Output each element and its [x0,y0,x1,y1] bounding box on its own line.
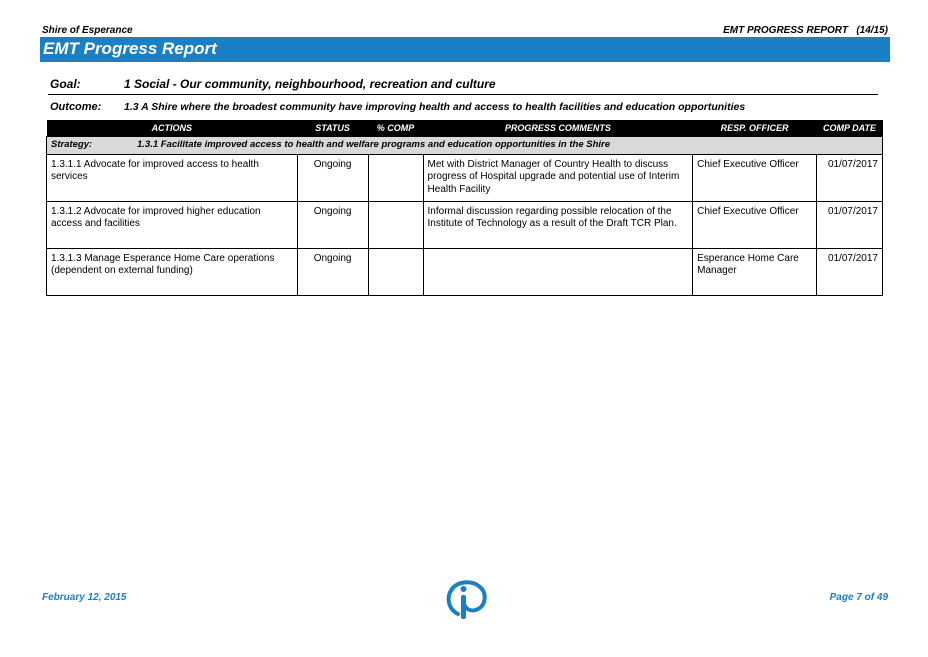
outcome-label: Outcome: [50,101,102,113]
report-header [723,25,888,36]
date-cell: 01/07/2017 [816,201,882,248]
organisation-name: Shire of Esperance [42,25,133,36]
goal-row [50,77,880,91]
officer-cell: Chief Executive Officer [693,201,817,248]
action-cell: 1.3.1.2 Advocate for improved higher education access and facilities [47,201,298,248]
status-cell: Ongoing [297,154,368,201]
table-row [47,154,883,201]
header-status: STATUS [297,120,368,137]
header-comp: % COMP [368,120,423,137]
table-row [47,201,883,248]
comments-cell: Met with District Manager of Country Health to discuss progress of Hospital upgrade and potential use of Interim Health Facility [423,154,693,201]
officer-cell: Esperance Home Care Manager [693,248,817,295]
strategy-row [47,137,883,155]
header-officer: RESP. OFFICER [693,120,817,137]
goal-label: Goal: [50,77,81,91]
date-cell: 01/07/2017 [816,248,882,295]
header-comments: PROGRESS COMMENTS [423,120,693,137]
action-cell: 1.3.1.3 Manage Esperance Home Care operations (dependent on external funding) [47,248,298,295]
page-title: EMT Progress Report [43,39,217,58]
shire-logo-icon [444,578,488,622]
strategy-cell [47,137,883,155]
comp-cell [368,248,423,295]
goal-divider [48,94,878,95]
report-date: February 12, 2015 [42,592,127,603]
page-number: Page 7 of 49 [829,592,888,603]
officer-cell: Chief Executive Officer [693,154,817,201]
outcome-row [50,101,745,113]
goal-text: 1 Social - Our community, neighbourhood, recreation and culture [124,77,496,91]
header-actions: ACTIONS [47,120,298,137]
section-pages: (14/15) [856,25,888,36]
status-cell: Ongoing [297,248,368,295]
comments-cell [423,248,693,295]
title-banner [40,37,890,62]
actions-table [46,120,883,296]
header-date: COMP DATE [816,120,882,137]
date-cell: 01/07/2017 [816,154,882,201]
comp-cell [368,154,423,201]
comp-cell [368,201,423,248]
comments-cell: Informal discussion regarding possible relocation of the Institute of Technology as a result of the Draft TCR Plan. [423,201,693,248]
table-row [47,248,883,295]
outcome-text: 1.3 A Shire where the broadest community have improving health and access to health facilities and education opportunities [124,101,746,113]
report-name: EMT PROGRESS REPORT [723,25,848,36]
strategy-text: 1.3.1 Facilitate improved access to health and welfare programs and education opportunities in the Shire [137,139,611,150]
action-cell: 1.3.1.1 Advocate for improved access to health services [47,154,298,201]
status-cell: Ongoing [297,201,368,248]
strategy-label: Strategy: [51,139,93,150]
table-header-row [47,120,883,137]
